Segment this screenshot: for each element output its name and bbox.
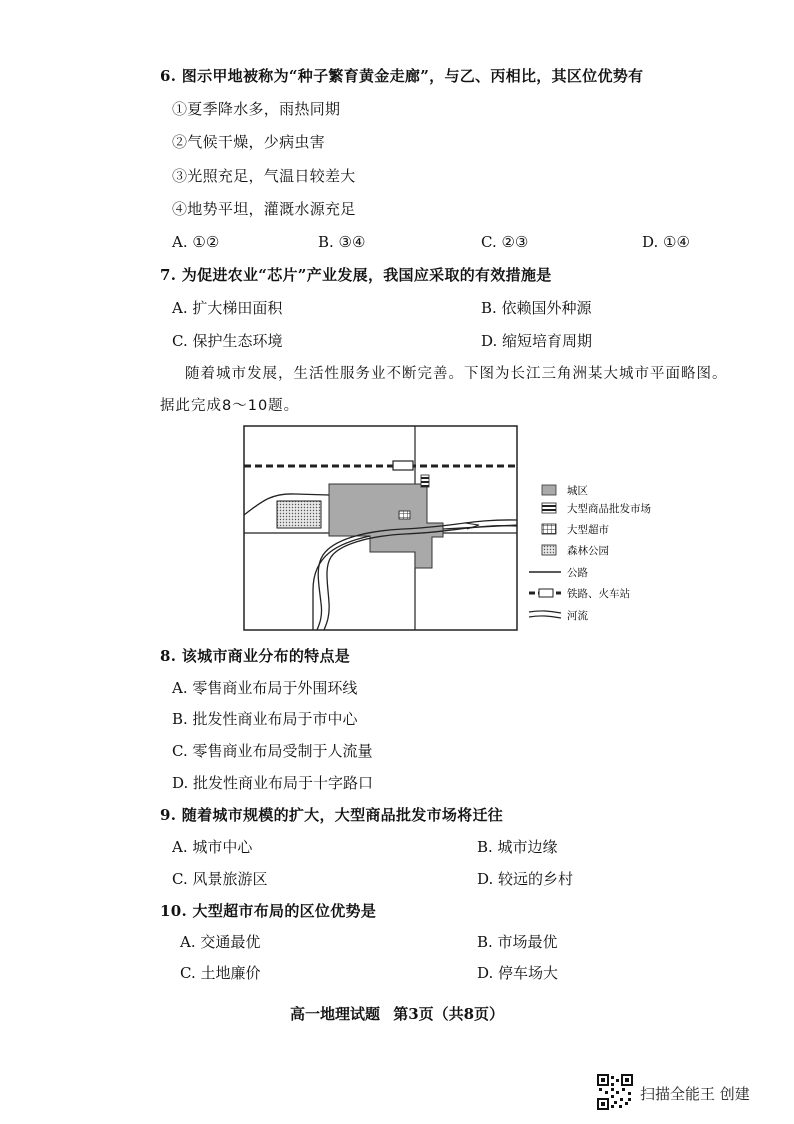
supermarket [399,511,410,519]
legend-river-label: 河流 [567,610,588,622]
q8-option-c: C. 零售商业布局受制于人流量 [172,742,373,760]
scanner-label: 扫描全能王 创建 [640,1085,750,1103]
q6-item-1: ①夏季降水多，雨热同期 [172,100,341,118]
legend-urban-swatch [542,485,556,495]
q7-option-a: A. 扩大梯田面积 [172,299,283,317]
q10-option-a: A. 交通最优 [180,933,261,951]
page-footer [0,1003,794,1024]
q7-option-b: B. 依赖国外种源 [481,299,592,317]
q10-option-d: D. 停车场大 [477,964,559,982]
forest-park [277,501,321,528]
q9-stem: 9. 随着城市规模的扩大，大型商品批发市场将迁往 [160,806,504,824]
scanner-watermark [597,1074,777,1114]
q9-option-d: D. 较远的乡村 [477,870,574,888]
q9-option-c: C. 风景旅游区 [172,870,268,888]
q6-option-c: C. ②③ [481,233,529,251]
legend-urban-label: 城区 [567,485,588,497]
qr-code-icon [597,1074,633,1110]
q8-option-a: A. 零售商业布局于外围环线 [172,679,358,697]
q7-option-d: D. 缩短培育周期 [481,332,593,350]
q6-item-3: ③光照充足，气温日较差大 [172,167,356,185]
q9-option-b: B. 城市边缘 [477,838,558,856]
q6-stem: 6. 图示甲地被称为“种子繁育黄金走廊”，与乙、丙相比，其区位优势有 [160,67,644,85]
q6-option-a: A. ①② [172,233,220,251]
wholesale-market [421,475,429,487]
q10-stem: 10. 大型超市布局的区位优势是 [160,902,377,920]
intro-line-1: 随着城市发展，生活性服务业不断完善。下图为长江三角洲某大城市平面略图。 [185,366,728,382]
q8-option-b: B. 批发性商业布局于市中心 [172,710,358,728]
q9-option-a: A. 城市中心 [172,838,253,856]
legend-railway-label: 铁路、火车站 [567,588,630,600]
q6-item-4: ④地势平坦，灌溉水源充足 [172,200,356,218]
legend-wholesale-label: 大型商品批发市场 [567,503,651,515]
q7-option-c: C. 保护生态环境 [172,332,283,350]
q7-stem: 7. 为促进农业“芯片”产业发展，我国应采取的有效措施是 [160,266,552,284]
legend-river-swatch [529,611,561,618]
legend-forest-label: 森林公园 [567,545,609,557]
q6-item-2: ②气候干燥，少病虫害 [172,133,326,151]
footer-page: 第3页（共8页） [393,1005,505,1023]
city-map [243,425,663,633]
q10-option-b: B. 市场最优 [477,933,558,951]
q6-option-b: B. ③④ [318,233,366,251]
q8-option-d: D. 批发性商业布局于十字路口 [172,774,374,792]
intro-line-2: 据此完成8～10题。 [160,398,300,414]
q10-option-c: C. 土地廉价 [180,964,261,982]
legend-road-label: 公路 [567,567,588,579]
q6-option-d: D. ①④ [642,233,690,251]
q8-stem: 8. 该城市商业分布的特点是 [160,647,351,665]
legend-wholesale-swatch [542,503,556,513]
legend-supermarket-label: 大型超市 [567,524,609,536]
legend-supermarket-swatch [542,524,556,534]
legend-forest-swatch [542,545,556,555]
footer-subject: 高一地理试题 [289,1005,380,1023]
train-station [393,461,413,470]
